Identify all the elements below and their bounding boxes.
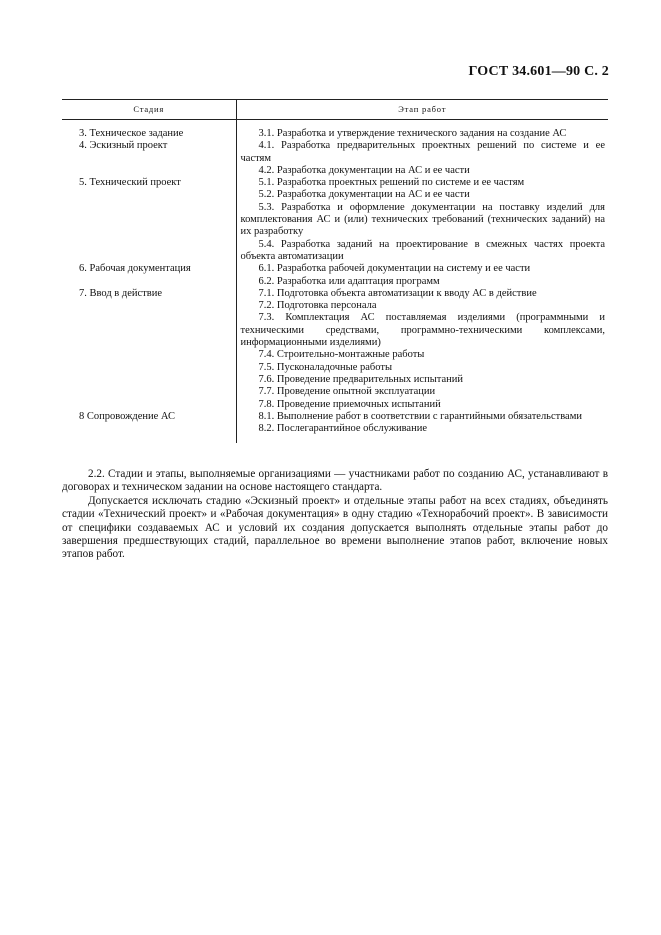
work-item: 8.2. Послегарантийное обслуживание xyxy=(258,423,427,435)
work-item: 7.7. Проведение опытной эксплуатации xyxy=(258,386,436,398)
work-item: 5.4. Разработка заданий на проектирование в смежных частях проекта объекта автоматизации xyxy=(240,238,605,262)
table-header-row xyxy=(62,100,608,120)
work-item: 8.1. Выполнение работ в соответствии с гарантийными обязательствами xyxy=(258,410,582,422)
work-item: 7.4. Строительно-монтажные работы xyxy=(258,349,425,361)
work-item: 7.6. Проведение предварительных испытаний xyxy=(258,373,463,385)
work-item: 7.5. Пусконаладочные работы xyxy=(258,361,393,373)
works-cell xyxy=(236,288,608,411)
work-item: 5.1. Разработка проектных решений по системе и ее частям xyxy=(258,177,525,189)
work-item: 5.3. Разработка и оформление документации на поставку изделий для комплектования АС и (или) технических требований (технических заданий) на их разработку xyxy=(240,201,605,238)
table-row xyxy=(62,263,608,288)
body-text xyxy=(62,468,608,562)
stage-cell: 6. Рабочая документация xyxy=(79,263,191,275)
table-row xyxy=(62,140,608,177)
work-item: 4.2. Разработка документации на АС и ее части xyxy=(258,164,470,176)
stage-cell: 7. Ввод в действие xyxy=(79,287,162,299)
work-item: 6.1. Разработка рабочей документации на систему и ее части xyxy=(258,263,531,275)
paragraph: 2.2. Стадии и этапы, выполняемые организациями — участниками работ по созданию АС, устанавливают в договорах и техническом задании на основе настоящего стандарта. xyxy=(62,468,608,494)
works-cell xyxy=(236,411,608,444)
stage-cell: 4. Эскизный проект xyxy=(79,140,168,152)
column-header-work-stage: Этап работ xyxy=(236,100,608,120)
work-item: 6.2. Разработка или адаптация программ xyxy=(258,275,440,287)
table-row xyxy=(62,177,608,263)
table-row xyxy=(62,411,608,444)
work-item: 7.3. Комплектация АС поставляемая изделиями (программными и техническими средствами, программно-техническими комплексами, информационными изделиями) xyxy=(240,312,605,349)
table-row xyxy=(62,288,608,411)
work-item: 4.1. Разработка предварительных проектных решений по системе и ее частям xyxy=(240,140,605,164)
work-item: 5.2. Разработка документации на АС и ее части xyxy=(258,189,470,201)
stage-cell: 5. Технический проект xyxy=(79,177,181,189)
table-row xyxy=(62,120,608,141)
works-cell xyxy=(236,140,608,177)
stages-table xyxy=(62,99,608,443)
stage-cell: 8 Сопровождение АС xyxy=(79,410,175,422)
work-item: 7.8. Проведение приемочных испытаний xyxy=(258,398,441,410)
works-cell xyxy=(236,120,608,141)
page-header: ГОСТ 34.601—90 С. 2 xyxy=(468,64,609,79)
stage-cell: 3. Техническое задание xyxy=(79,128,184,139)
work-item: 7.1. Подготовка объекта автоматизации к вводу АС в действие xyxy=(258,287,537,299)
column-header-stage: Стадия xyxy=(62,100,236,120)
works-cell xyxy=(236,177,608,263)
paragraph: Допускается исключать стадию «Эскизный проект» и отдельные этапы работ на всех стадиях, объединять стадии «Технический проект» и «Рабочая документация» в одну стадию «Технорабочий проект». В зависимости от специфики создаваемых АС и условий их создания допускается выполнять отдельные этапы работ до завершения предшествующих стадий, параллельное во времени выполнение этапов работ, включение новых этапов работ. xyxy=(62,494,608,561)
work-item: 3.1. Разработка и утверждение технического задания на создание АС xyxy=(258,128,567,139)
works-cell xyxy=(236,263,608,288)
work-item: 7.2. Подготовка персонала xyxy=(258,300,377,312)
